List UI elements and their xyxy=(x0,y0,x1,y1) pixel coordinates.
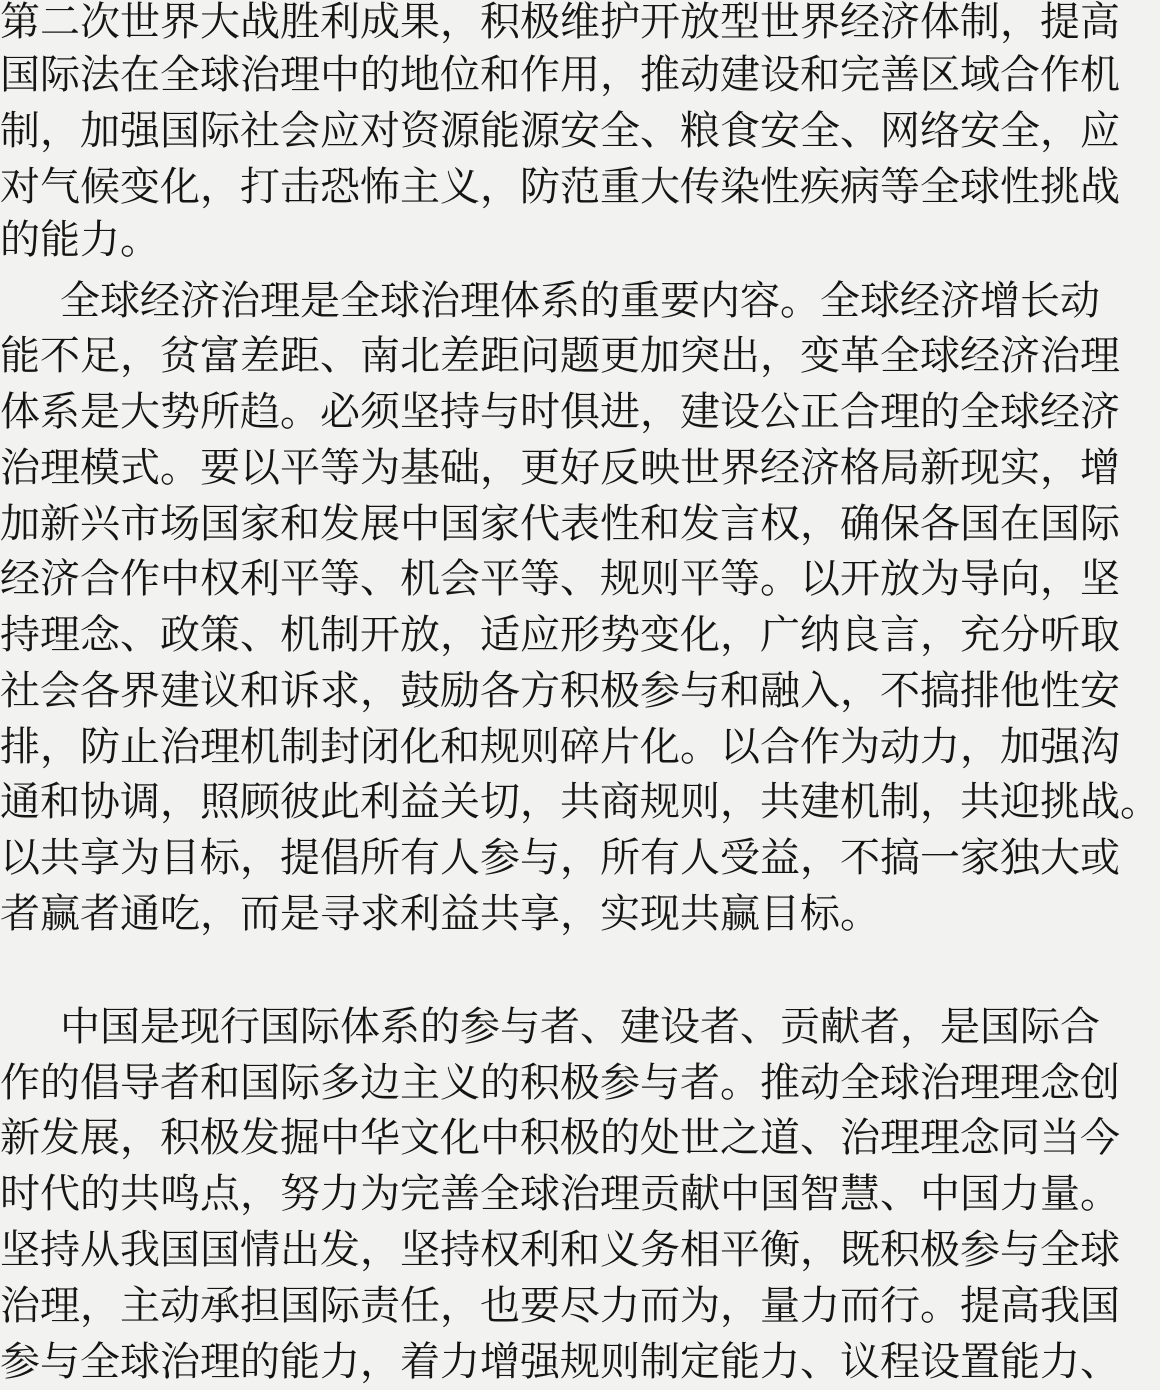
text-line: 排，防止治理机制封闭化和规则碎片化。以合作为动力，加强沟 xyxy=(0,724,1120,770)
text-line: 的能力。 xyxy=(0,217,160,263)
text-line: 参与全球治理的能力，着力增强规则制定能力、议程设置能力、 xyxy=(0,1339,1120,1385)
text-line: 时代的共鸣点，努力为完善全球治理贡献中国智慧、中国力量。 xyxy=(0,1171,1120,1217)
text-line: 者赢者通吃，而是寻求利益共享，实现共赢目标。 xyxy=(0,891,880,937)
text-line: 新发展，积极发掘中华文化中积极的处世之道、治理理念同当今 xyxy=(0,1115,1120,1161)
text-line: 以共享为目标，提倡所有人参与，所有人受益，不搞一家独大或 xyxy=(0,835,1120,881)
text-line: 国际法在全球治理中的地位和作用，推动建设和完善区域合作机 xyxy=(0,52,1120,98)
text-line: 能不足，贫富差距、南北差距问题更加突出，变革全球经济治理 xyxy=(0,333,1120,379)
text-line: 社会各界建议和诉求，鼓励各方积极参与和融入，不搞排他性安 xyxy=(0,668,1120,714)
text-line: 体系是大势所趋。必须坚持与时俱进，建设公正合理的全球经济 xyxy=(0,389,1120,435)
text-line: 对气候变化，打击恐怖主义，防范重大传染性疾病等全球性挑战 xyxy=(0,164,1120,210)
text-line: 治理，主动承担国际责任，也要尽力而为，量力而行。提高我国 xyxy=(0,1283,1120,1329)
text-line: 全球经济治理是全球治理体系的重要内容。全球经济增长动 xyxy=(60,278,1100,324)
text-line: 通和协调，照顾彼此利益关切，共商规则，共建机制，共迎挑战。 xyxy=(0,779,1160,825)
text-line: 中国是现行国际体系的参与者、建设者、贡献者，是国际合 xyxy=(60,1004,1100,1050)
text-line: 加新兴市场国家和发展中国家代表性和发言权，确保各国在国际 xyxy=(0,501,1120,547)
text-line: 作的倡导者和国际多边主义的积极参与者。推动全球治理理念创 xyxy=(0,1060,1120,1106)
text-line: 制，加强国际社会应对资源能源安全、粮食安全、网络安全，应 xyxy=(0,108,1120,154)
text-line: 经济合作中权利平等、机会平等、规则平等。以开放为导向，坚 xyxy=(0,556,1120,602)
text-line: 治理模式。要以平等为基础，更好反映世界经济格局新现实，增 xyxy=(0,445,1120,491)
text-line: 第二次世界大战胜利成果，积极维护开放型世界经济体制，提高 xyxy=(0,0,1120,45)
text-line: 持理念、政策、机制开放，适应形势变化，广纳良言，充分听取 xyxy=(0,612,1120,658)
text-line: 坚持从我国国情出发，坚持权利和义务相平衡，既积极参与全球 xyxy=(0,1227,1120,1273)
